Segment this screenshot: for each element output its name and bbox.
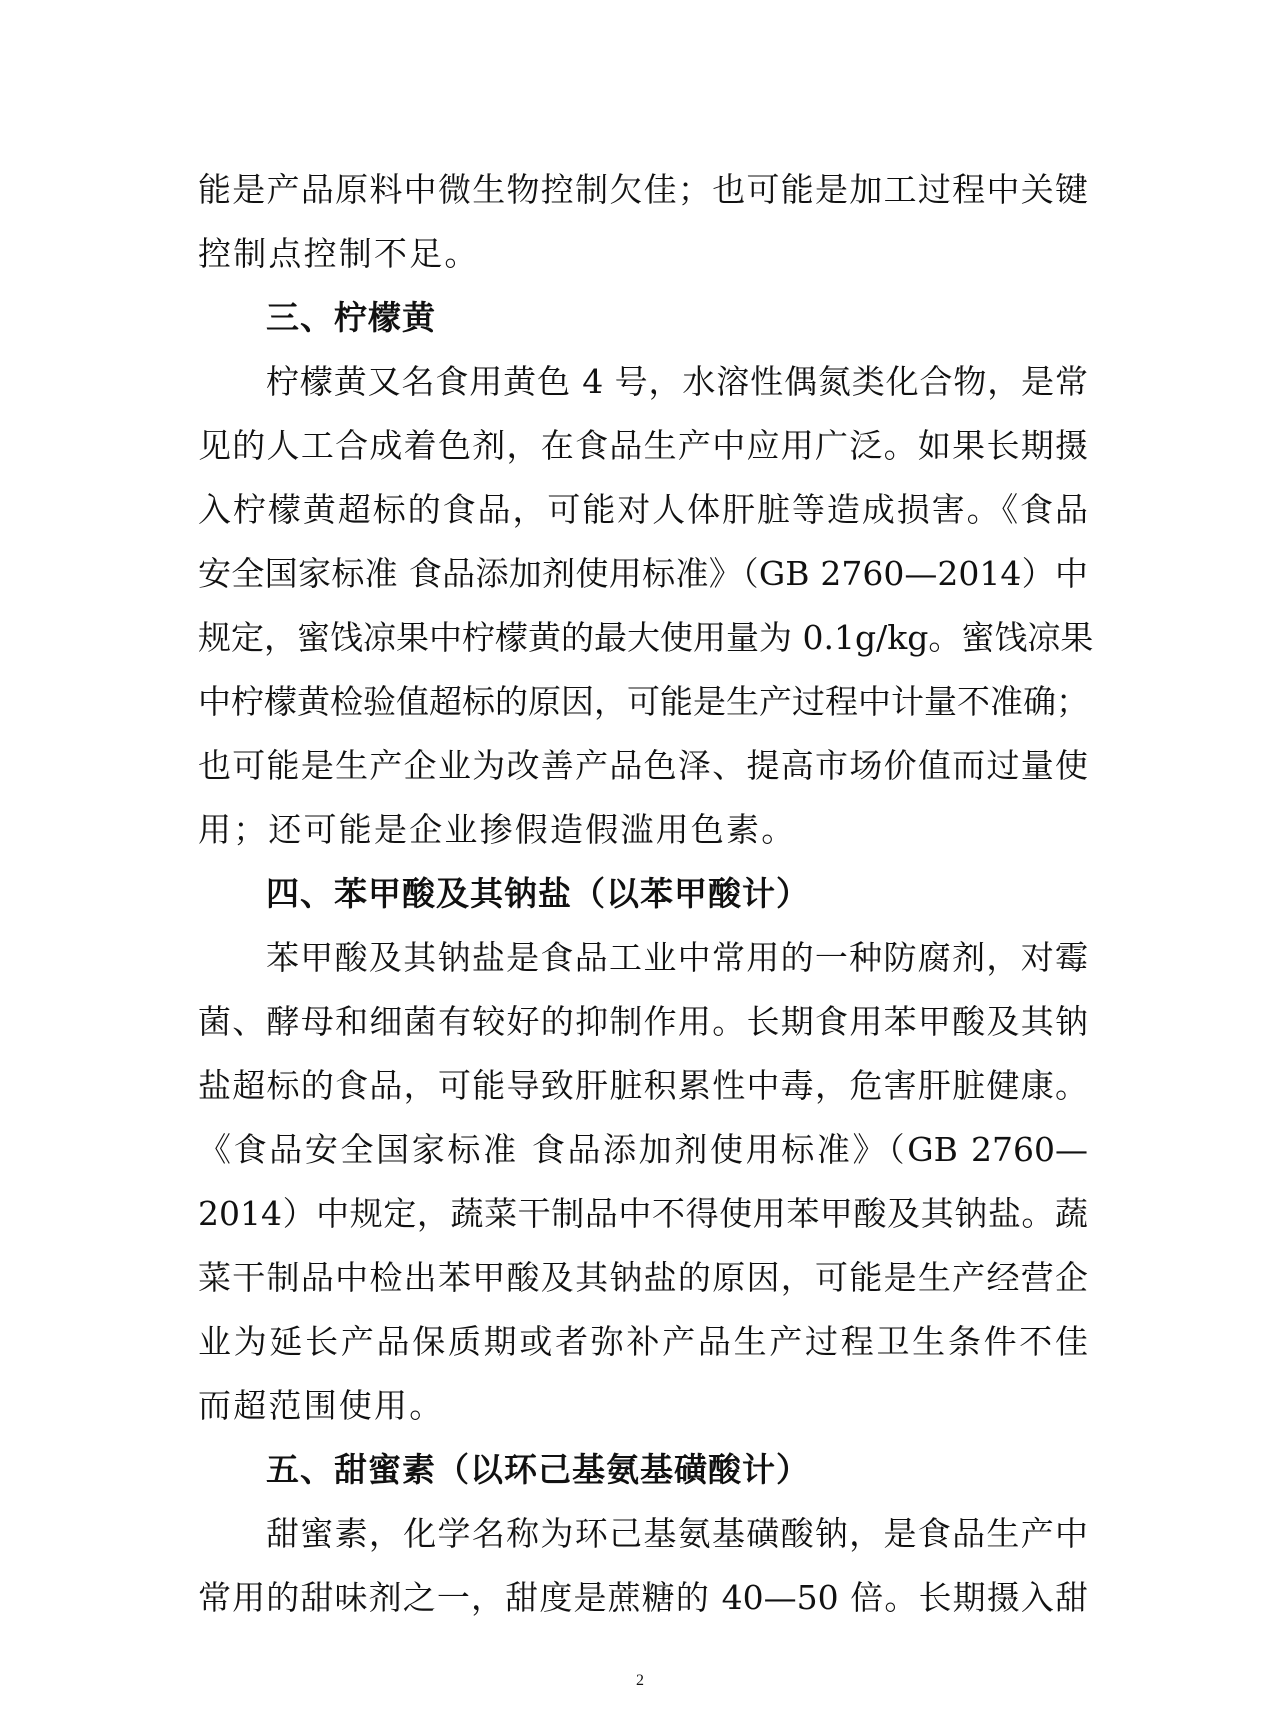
paragraph-line: 见的人工合成着色剂，在食品生产中应用广泛。如果长期摄: [198, 426, 1088, 465]
section-heading: 五、甜蜜素（以环己基氨基磺酸计）: [266, 1450, 810, 1489]
paragraph-line: 也可能是生产企业为改善产品色泽、提高市场价值而过量使: [198, 746, 1088, 785]
paragraph-line: 规定，蜜饯凉果中柠檬黄的最大使用量为 0.1g/kg。蜜饯凉果: [198, 618, 1094, 657]
section-heading: 三、柠檬黄: [266, 298, 436, 337]
paragraph-line: 柠檬黄又名食用黄色 4 号，水溶性偶氮类化合物，是常: [266, 362, 1088, 401]
document-body: [198, 158, 1094, 1630]
paragraph-line: 业为延长产品保质期或者弥补产品生产过程卫生条件不佳: [198, 1322, 1088, 1361]
paragraph-line: 用；还可能是企业掺假造假滥用色素。: [198, 810, 797, 849]
paragraph-line: 能是产品原料中微生物控制欠佳；也可能是加工过程中关键: [198, 170, 1088, 209]
paragraph-line: 《食品安全国家标准 食品添加剂使用标准》（GB 2760—: [198, 1130, 1088, 1169]
paragraph-line: 而超范围使用。: [198, 1386, 445, 1425]
paragraph-line: 菜干制品中检出苯甲酸及其钠盐的原因，可能是生产经营企: [198, 1258, 1088, 1297]
section-heading: 四、苯甲酸及其钠盐（以苯甲酸计）: [266, 874, 810, 913]
paragraph-line: 盐超标的食品，可能导致肝脏积累性中毒，危害肝脏健康。: [198, 1066, 1088, 1105]
paragraph-line: 中柠檬黄检验值超标的原因，可能是生产过程中计量不准确；: [198, 682, 1089, 721]
paragraph-line: 常用的甜味剂之一，甜度是蔗糖的 40—50 倍。长期摄入甜: [198, 1578, 1088, 1617]
paragraph-line: 菌、酵母和细菌有较好的抑制作用。长期食用苯甲酸及其钠: [198, 1002, 1088, 1041]
paragraph-line: 入柠檬黄超标的食品，可能对人体肝脏等造成损害。《食品: [198, 490, 1088, 529]
paragraph-line: 2014）中规定，蔬菜干制品中不得使用苯甲酸及其钠盐。蔬: [198, 1194, 1088, 1233]
paragraph-line: 苯甲酸及其钠盐是食品工业中常用的一种防腐剂，对霉: [266, 938, 1088, 977]
paragraph-line: 控制点控制不足。: [198, 234, 480, 273]
paragraph-line: 甜蜜素，化学名称为环己基氨基磺酸钠，是食品生产中: [266, 1514, 1088, 1553]
page-number: 2: [636, 1672, 644, 1689]
paragraph-line: 安全国家标准 食品添加剂使用标准》（GB 2760—2014）中: [198, 554, 1088, 593]
